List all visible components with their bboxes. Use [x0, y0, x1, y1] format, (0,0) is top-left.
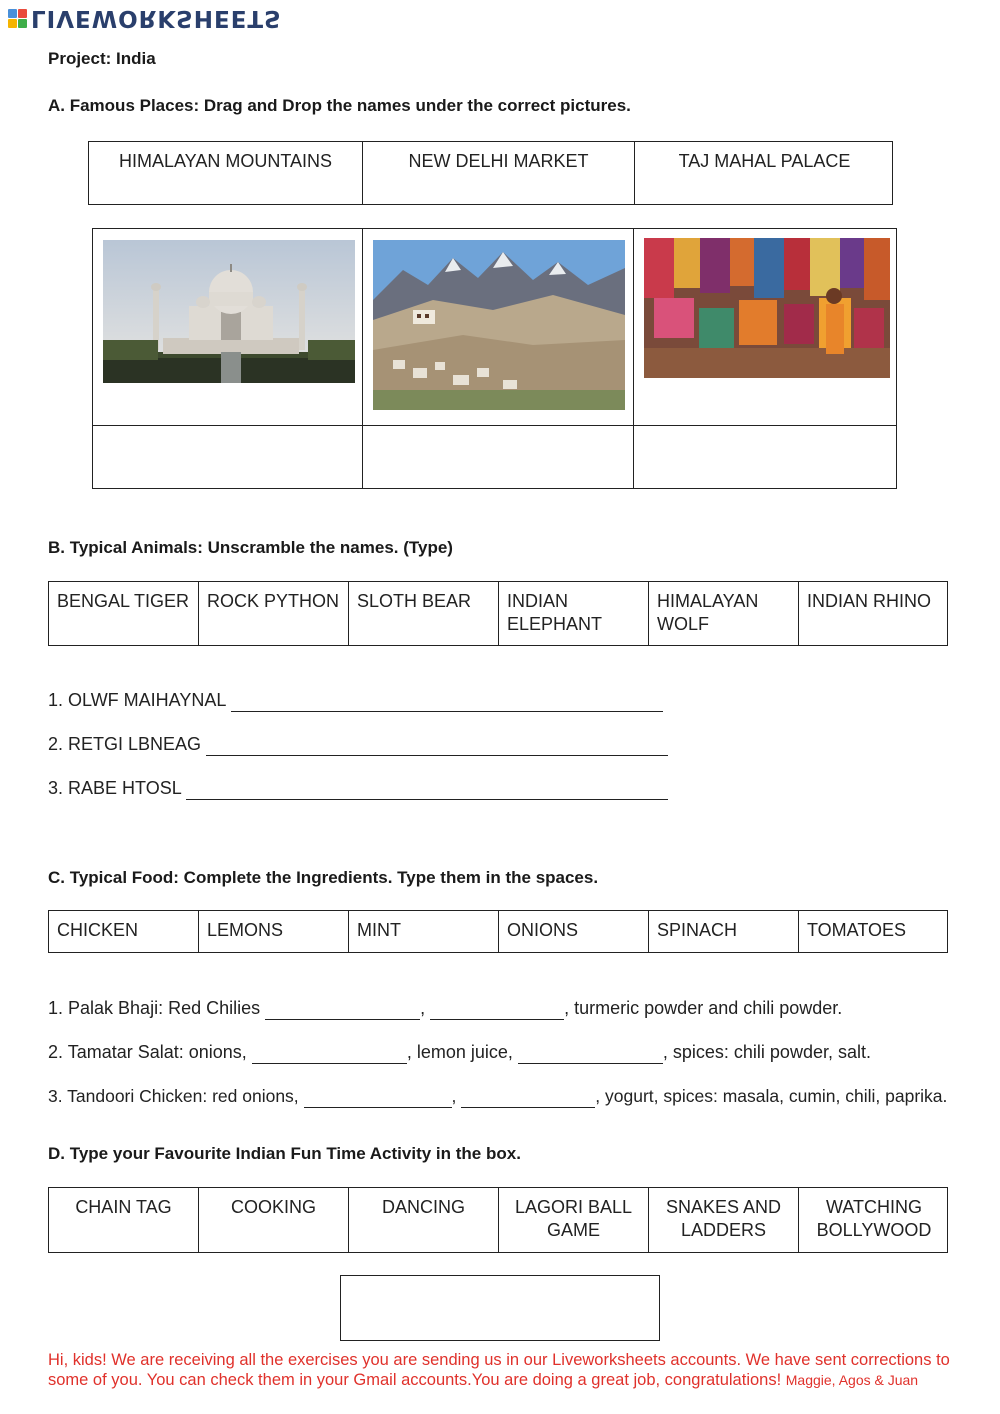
- answer-input-1[interactable]: [231, 693, 663, 712]
- unscramble-question-3: [48, 778, 668, 800]
- drop-zone-3[interactable]: [634, 426, 896, 488]
- animal-rock-python: ROCK PYTHON: [199, 582, 349, 645]
- teacher-message: [48, 1350, 978, 1390]
- question-text: 3. RABE HTOSL: [48, 778, 182, 798]
- ingredient-onions: ONIONS: [499, 911, 649, 952]
- recipe-2-input-2[interactable]: [518, 1045, 663, 1064]
- ingredients-word-bank: [48, 910, 948, 953]
- activity-dancing: DANCING: [349, 1188, 499, 1252]
- activity-snakes-and-ladders: SNAKES AND LADDERS: [649, 1188, 799, 1252]
- recipe-2-input-1[interactable]: [252, 1045, 407, 1064]
- activity-lagori-ball-game: LAGORI BALL GAME: [499, 1188, 649, 1252]
- question-text: 2. RETGI LBNEAG: [48, 734, 202, 754]
- ingredient-chicken: CHICKEN: [49, 911, 199, 952]
- ingredient-spinach: SPINACH: [649, 911, 799, 952]
- unscramble-question-2: [48, 734, 668, 756]
- signature: Maggie, Agos & Juan: [785, 1372, 919, 1388]
- drag-name-taj-mahal-palace[interactable]: TAJ MAHAL PALACE: [678, 151, 851, 171]
- recipe-question-2: [48, 1042, 871, 1064]
- activity-cooking: COOKING: [199, 1188, 349, 1252]
- place-names-table: [88, 141, 893, 205]
- recipe-text: 3. Tandoori Chicken: red onions,: [48, 1086, 299, 1106]
- activities-word-bank: [48, 1187, 948, 1253]
- recipe-question-1: [48, 998, 842, 1020]
- recipe-separator: ,: [451, 1086, 457, 1106]
- recipe-3-input-2[interactable]: [461, 1089, 595, 1108]
- recipe-text: , lemon juice,: [406, 1042, 513, 1062]
- answer-input-2[interactable]: [206, 737, 668, 756]
- question-text: 1. OLWF MAIHAYNAL: [48, 690, 226, 710]
- animal-indian-rhino: INDIAN RHINO: [807, 591, 932, 611]
- activity-chain-tag: CHAIN TAG: [49, 1188, 199, 1252]
- animals-word-bank: [48, 581, 948, 646]
- section-b-heading: B. Typical Animals: Unscramble the names. (Type): [48, 538, 453, 557]
- himalayan-mountains-picture: [373, 240, 625, 410]
- recipe-text: , turmeric powder and chili powder.: [564, 998, 843, 1018]
- logo-blocks: [8, 9, 27, 28]
- recipe-text: , yogurt, spices: masala, cumin, chili, paprika.: [595, 1086, 948, 1106]
- answer-input-3[interactable]: [186, 781, 668, 800]
- recipe-text: , spices: chili powder, salt.: [662, 1042, 871, 1062]
- recipe-1-input-2[interactable]: [430, 1001, 564, 1020]
- drop-zone-2[interactable]: [363, 426, 632, 488]
- favourite-activity-input-box[interactable]: [340, 1275, 660, 1341]
- animal-sloth-bear: SLOTH BEAR: [349, 582, 499, 645]
- ingredient-lemons: LEMONS: [199, 911, 349, 952]
- drag-name-new-delhi-market[interactable]: NEW DELHI MARKET: [363, 142, 635, 204]
- section-c-heading: C. Typical Food: Complete the Ingredients. Type them in the spaces.: [48, 868, 599, 887]
- animal-indian-elephant: INDIAN ELEPHANT: [499, 582, 649, 645]
- ingredient-tomatoes: TOMATOES: [807, 920, 907, 940]
- section-d-heading: D. Type your Favourite Indian Fun Time Activity in the box.: [48, 1144, 521, 1163]
- recipe-separator: ,: [420, 998, 426, 1018]
- logo-text: LIVEWORKSHEETS: [31, 5, 282, 31]
- project-title: Project: India: [48, 49, 156, 68]
- drag-name-himalayan-mountains[interactable]: HIMALAYAN MOUNTAINS: [89, 142, 363, 204]
- recipe-text: 1. Palak Bhaji: Red Chilies: [48, 998, 261, 1018]
- taj-mahal-picture: [103, 240, 355, 383]
- activity-watching-bollywood: WATCHING BOLLYWOOD: [816, 1197, 932, 1240]
- recipe-question-3: [48, 1086, 947, 1108]
- recipe-3-input-1[interactable]: [304, 1089, 452, 1108]
- new-delhi-market-picture: [644, 238, 890, 378]
- animal-bengal-tiger: BENGAL TIGER: [49, 582, 199, 645]
- message-text: Hi, kids! We are receiving all the exercises you are sending us in our Liveworksheets accounts. We have sent corrections to some of you. You can check them in your Gmail accounts.You are doing a great job, congratulations!: [48, 1351, 950, 1389]
- section-a-heading: A. Famous Places: Drag and Drop the names under the correct pictures.: [48, 96, 631, 115]
- ingredient-mint: MINT: [349, 911, 499, 952]
- liveworksheets-logo: [8, 6, 282, 30]
- drop-zone-1[interactable]: [93, 426, 361, 488]
- unscramble-question-1: [48, 690, 663, 712]
- recipe-text: 2. Tamatar Salat: onions,: [48, 1042, 247, 1062]
- recipe-1-input-1[interactable]: [265, 1001, 420, 1020]
- animal-himalayan-wolf: HIMALAYAN WOLF: [649, 582, 799, 645]
